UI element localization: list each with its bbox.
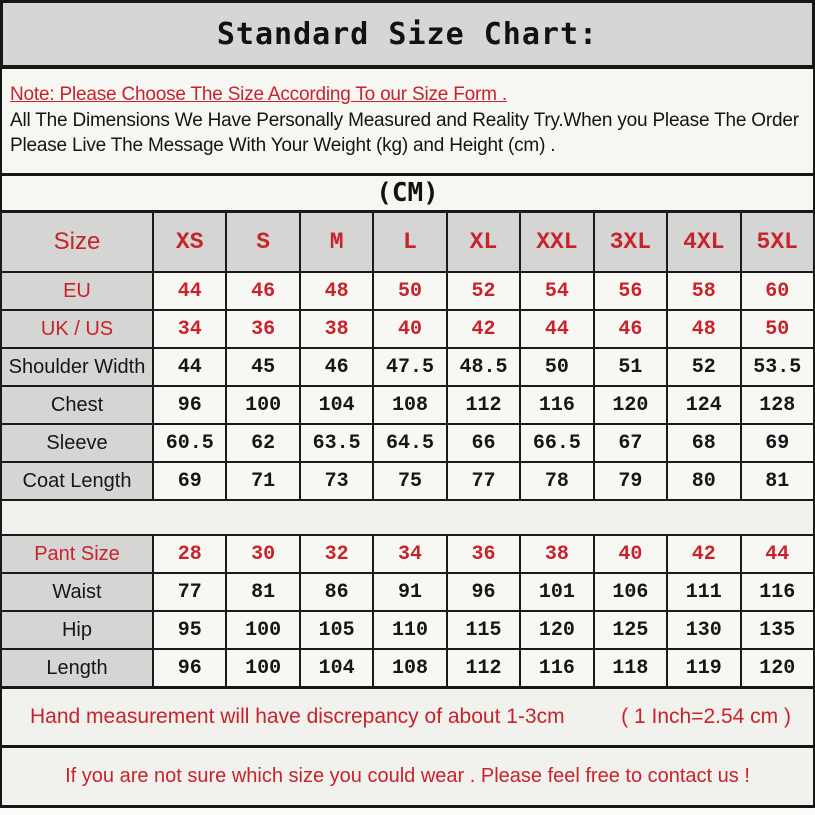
value-cell: 58 <box>667 272 740 310</box>
value-cell: 95 <box>153 611 226 649</box>
size-column-header: 5XL <box>741 212 815 272</box>
note-section <box>0 67 815 175</box>
value-cell: 106 <box>594 573 667 611</box>
value-cell: 53.5 <box>741 348 815 386</box>
row-label: Hip <box>1 611 153 649</box>
note-heading: Note: Please Choose The Size According To our Size Form . <box>10 84 507 105</box>
size-column-header: 4XL <box>667 212 740 272</box>
value-cell: 52 <box>447 272 520 310</box>
value-cell: 30 <box>226 535 299 573</box>
table-row <box>1 424 814 462</box>
value-cell: 120 <box>520 611 593 649</box>
value-cell: 68 <box>667 424 740 462</box>
value-cell: 50 <box>520 348 593 386</box>
table-row <box>1 348 814 386</box>
value-cell: 63.5 <box>300 424 373 462</box>
value-cell: 96 <box>153 386 226 424</box>
value-cell: 46 <box>300 348 373 386</box>
discrepancy-note: Hand measurement will have discrepancy of about 1-3cm <box>30 705 565 728</box>
value-cell: 124 <box>667 386 740 424</box>
value-cell: 75 <box>373 462 446 500</box>
page-title: Standard Size Chart: <box>216 16 599 52</box>
value-cell: 40 <box>373 310 446 348</box>
value-cell: 108 <box>373 649 446 687</box>
value-cell: 32 <box>300 535 373 573</box>
value-cell: 44 <box>153 348 226 386</box>
value-cell: 42 <box>447 310 520 348</box>
value-cell: 111 <box>667 573 740 611</box>
value-cell: 50 <box>373 272 446 310</box>
inch-conversion-note: ( 1 Inch=2.54 cm ) <box>621 705 791 728</box>
value-cell: 48.5 <box>447 348 520 386</box>
value-cell: 52 <box>667 348 740 386</box>
value-cell: 60.5 <box>153 424 226 462</box>
row-label: Chest <box>1 386 153 424</box>
row-label: Waist <box>1 573 153 611</box>
value-cell: 38 <box>520 535 593 573</box>
value-cell: 73 <box>300 462 373 500</box>
table-row <box>1 649 814 687</box>
value-cell: 34 <box>153 310 226 348</box>
title-band <box>0 0 815 68</box>
value-cell: 44 <box>741 535 815 573</box>
table-row <box>1 573 814 611</box>
note-text-line-1: All The Dimensions We Have Personally Measured and Reality Try.When you Please The Order <box>10 110 799 131</box>
value-cell: 56 <box>594 272 667 310</box>
size-table <box>0 211 815 688</box>
value-cell: 34 <box>373 535 446 573</box>
row-label: UK / US <box>1 310 153 348</box>
row-label: Shoulder Width <box>1 348 153 386</box>
table-row <box>1 462 814 500</box>
value-cell: 40 <box>594 535 667 573</box>
value-cell: 130 <box>667 611 740 649</box>
value-cell: 116 <box>520 386 593 424</box>
value-cell: 47.5 <box>373 348 446 386</box>
value-cell: 104 <box>300 386 373 424</box>
value-cell: 110 <box>373 611 446 649</box>
value-cell: 96 <box>447 573 520 611</box>
value-cell: 54 <box>520 272 593 310</box>
unit-heading: (CM) <box>376 178 439 208</box>
value-cell: 77 <box>153 573 226 611</box>
spacer-row <box>1 500 814 535</box>
value-cell: 64.5 <box>373 424 446 462</box>
row-label: EU <box>1 272 153 310</box>
value-cell: 81 <box>226 573 299 611</box>
value-cell: 91 <box>373 573 446 611</box>
value-cell: 118 <box>594 649 667 687</box>
size-column-header: L <box>373 212 446 272</box>
value-cell: 116 <box>741 573 815 611</box>
value-cell: 100 <box>226 386 299 424</box>
value-cell: 60 <box>741 272 815 310</box>
value-cell: 28 <box>153 535 226 573</box>
row-label: Pant Size <box>1 535 153 573</box>
size-column-header: M <box>300 212 373 272</box>
value-cell: 86 <box>300 573 373 611</box>
value-cell: 66 <box>447 424 520 462</box>
size-column-header: 3XL <box>594 212 667 272</box>
value-cell: 116 <box>520 649 593 687</box>
table-row <box>1 611 814 649</box>
value-cell: 120 <box>741 649 815 687</box>
value-cell: 46 <box>594 310 667 348</box>
table-row <box>1 386 814 424</box>
value-cell: 81 <box>741 462 815 500</box>
spacer-cell <box>1 500 814 535</box>
value-cell: 71 <box>226 462 299 500</box>
value-cell: 36 <box>447 535 520 573</box>
value-cell: 112 <box>447 386 520 424</box>
value-cell: 79 <box>594 462 667 500</box>
table-row <box>1 310 814 348</box>
value-cell: 115 <box>447 611 520 649</box>
value-cell: 42 <box>667 535 740 573</box>
size-table-body <box>1 212 814 687</box>
value-cell: 108 <box>373 386 446 424</box>
value-cell: 135 <box>741 611 815 649</box>
value-cell: 125 <box>594 611 667 649</box>
value-cell: 80 <box>667 462 740 500</box>
value-cell: 67 <box>594 424 667 462</box>
value-cell: 38 <box>300 310 373 348</box>
size-column-header: XL <box>447 212 520 272</box>
contact-note: If you are not sure which size you could wear . Please feel free to contact us ! <box>65 765 750 787</box>
value-cell: 120 <box>594 386 667 424</box>
row-label: Coat Length <box>1 462 153 500</box>
table-row <box>1 272 814 310</box>
value-cell: 77 <box>447 462 520 500</box>
value-cell: 112 <box>447 649 520 687</box>
value-cell: 48 <box>300 272 373 310</box>
value-cell: 44 <box>520 310 593 348</box>
value-cell: 69 <box>153 462 226 500</box>
value-cell: 101 <box>520 573 593 611</box>
table-row <box>1 535 814 573</box>
row-label: Sleeve <box>1 424 153 462</box>
value-cell: 45 <box>226 348 299 386</box>
measurement-note-band <box>0 687 815 747</box>
value-cell: 100 <box>226 611 299 649</box>
value-cell: 66.5 <box>520 424 593 462</box>
value-cell: 62 <box>226 424 299 462</box>
value-cell: 48 <box>667 310 740 348</box>
unit-heading-band <box>0 174 815 212</box>
size-column-header: XS <box>153 212 226 272</box>
value-cell: 96 <box>153 649 226 687</box>
value-cell: 105 <box>300 611 373 649</box>
table-header-row <box>1 212 814 272</box>
value-cell: 36 <box>226 310 299 348</box>
note-text-line-2: Please Live The Message With Your Weight (kg) and Height (cm) . <box>10 135 556 156</box>
size-column-header: XXL <box>520 212 593 272</box>
value-cell: 78 <box>520 462 593 500</box>
size-header-cell: Size <box>1 212 153 272</box>
row-label: Length <box>1 649 153 687</box>
value-cell: 44 <box>153 272 226 310</box>
value-cell: 51 <box>594 348 667 386</box>
contact-band <box>0 746 815 808</box>
value-cell: 104 <box>300 649 373 687</box>
value-cell: 119 <box>667 649 740 687</box>
value-cell: 69 <box>741 424 815 462</box>
size-column-header: S <box>226 212 299 272</box>
value-cell: 50 <box>741 310 815 348</box>
value-cell: 128 <box>741 386 815 424</box>
value-cell: 46 <box>226 272 299 310</box>
value-cell: 100 <box>226 649 299 687</box>
